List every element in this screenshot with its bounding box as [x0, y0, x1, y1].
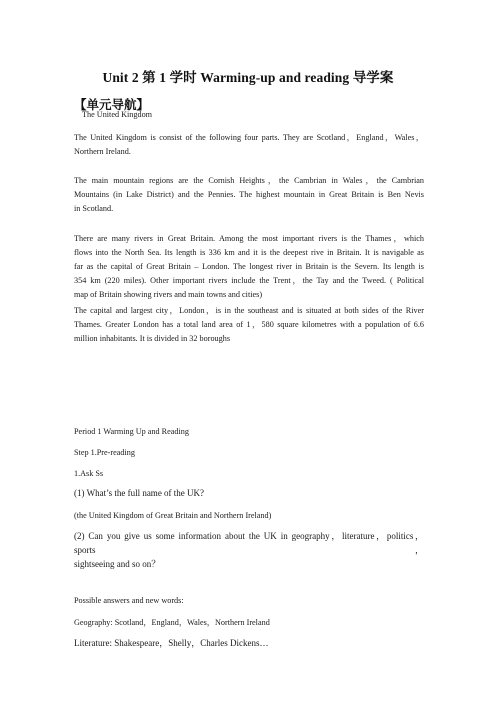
- intro-paragraph-3: [74, 232, 424, 302]
- text-line: 354 km (220 miles). Other important rivers include the Trent，the Tay and the Tweed. ( Political: [74, 275, 424, 285]
- question-1: [74, 487, 424, 501]
- page-title: Unit 2 第 1 学时 Warming-up and reading 导学案: [102, 70, 394, 85]
- possible-answers-heading: [74, 594, 424, 608]
- text-line: Mountains (in Lake District) and the Pennies. The highest mountain in Great Britain is Ben Nevis: [74, 189, 424, 199]
- text-line: Thames. Greater London has a total land area of 1，580 square kilometres with a population of 6.6: [74, 319, 424, 329]
- ask-heading: [74, 467, 424, 481]
- intro-section: [74, 108, 424, 122]
- text-line: flows into the North Sea. Its length is 336 km and it is the deepest rive in Britain. It is navigable as: [74, 247, 424, 257]
- period-heading: [74, 425, 424, 439]
- text-line: (1) What’s the full name of the UK?: [74, 488, 205, 498]
- text-line: There are many rivers in Great Britain. Among the most important rivers is the Thames，which: [74, 234, 424, 243]
- text-line: Step 1.Pre-reading: [74, 448, 135, 457]
- section-heading: 【单元导航】: [74, 98, 150, 112]
- text-line: in Scotland.: [74, 203, 114, 213]
- text-line: million inhabitants. It is divided in 32 boroughs: [74, 333, 231, 343]
- text-line: Literature: Shakespeare，Shelly，Charles Dickens…: [74, 638, 269, 648]
- text-line: map of Britain showing rivers and main towns and cities): [74, 289, 263, 299]
- literature-line: [74, 637, 424, 651]
- intro-paragraph-4: [74, 304, 424, 346]
- text-line: far as the capital of Great Britain – London. The longest river in Britain is the Severn. Its length is: [74, 261, 424, 271]
- text-line: (2) Can you give us some information about the UK in geography，literature，politics，sports，: [74, 531, 424, 555]
- text-line: The United Kingdom is consist of the following four parts. They are Scotland，England，Wales，: [74, 133, 424, 142]
- text-line: sightseeing and so on？: [74, 558, 161, 569]
- text-line: The main mountain regions are the Cornish Heights，the Cambrian in Wales，the Cambrian: [74, 176, 424, 185]
- geography-line: [74, 616, 424, 630]
- intro-paragraph-1: [74, 131, 424, 159]
- question-2: [74, 530, 424, 572]
- text-line: (the United Kingdom of Great Britain and Northern Ireland): [74, 511, 272, 520]
- text-line: Possible answers and new words:: [74, 596, 184, 605]
- text-line: The capital and largest city，London，is in the southeast and is situated at both sides of the River: [74, 306, 424, 315]
- step-heading: [74, 446, 424, 460]
- intro-paragraph-2: [74, 174, 424, 216]
- text-line: Period 1 Warming Up and Reading: [74, 427, 189, 436]
- text-line: 1.Ask Ss: [74, 469, 104, 478]
- intro-heading: The United Kingdom: [82, 110, 153, 119]
- text-line: Geography: Scotland，England，Wales，Northern Ireland: [74, 618, 270, 627]
- text-line: Northern Ireland.: [74, 146, 131, 156]
- answer-1: [74, 509, 424, 523]
